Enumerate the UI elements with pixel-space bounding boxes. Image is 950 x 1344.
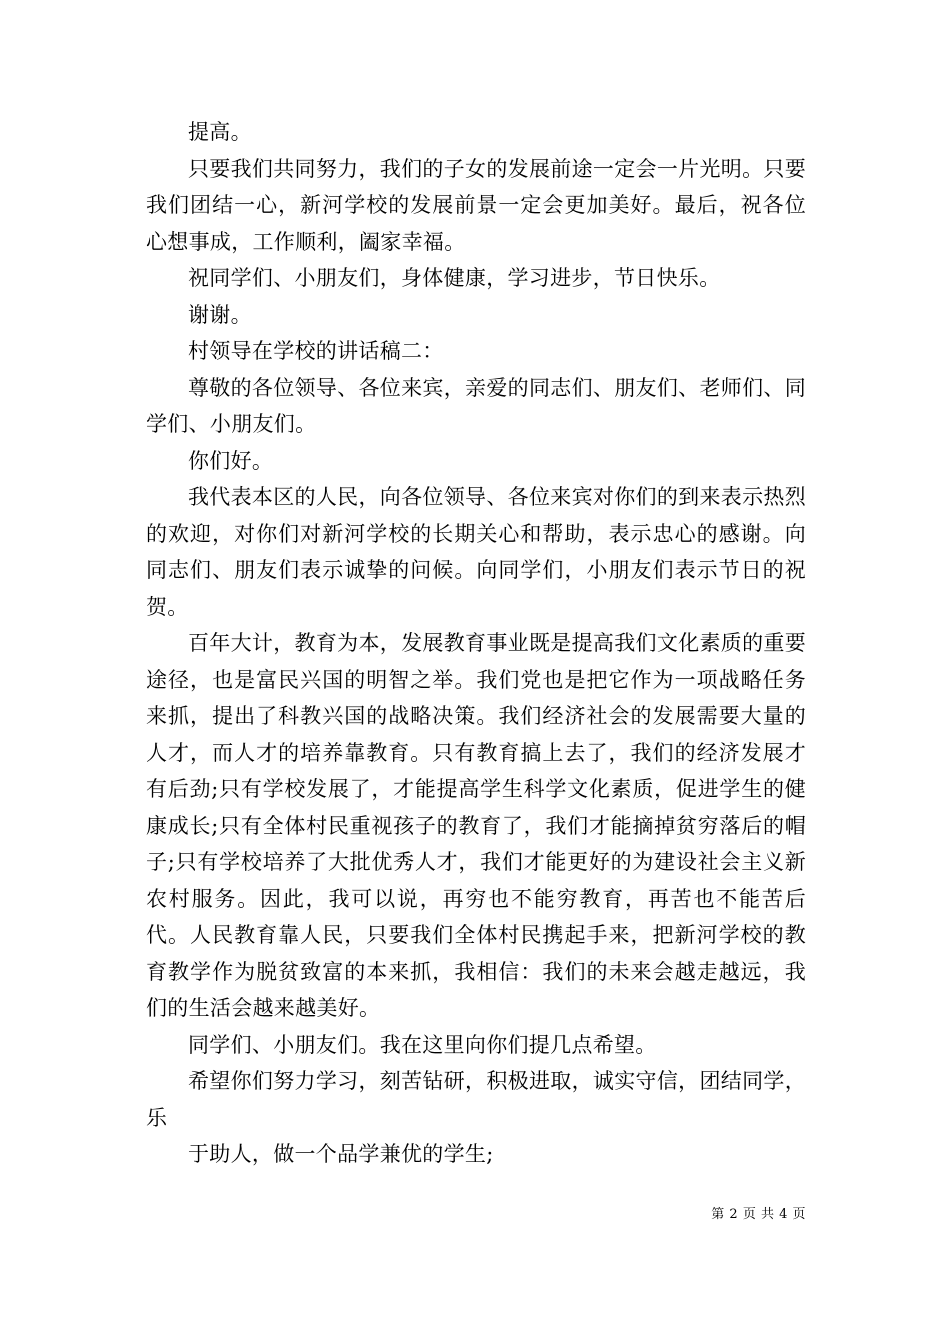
page-number-footer: 第 2 页 共 4 页	[711, 1207, 806, 1222]
document-body	[146, 114, 806, 1173]
paragraph: 我代表本区的人民，向各位领导、各位来宾对你们的到来表示热烈的欢迎，对你们对新河学校的长期关心和帮助，表示忠心的感谢。向同志们、朋友们表示诚挚的问候。向同学们，小朋友们表示节日的祝贺。	[146, 485, 806, 619]
paragraph: 你们好。	[188, 448, 274, 473]
paragraph: 希望你们努力学习，刻苦钻研，积极进取，诚实守信，团结同学，乐	[146, 1069, 806, 1130]
paragraph: 提高。	[188, 120, 252, 144]
paragraph: 百年大计，教育为本，发展教育事业既是提高我们文化素质的重要途径，也是富民兴国的明智之举。我们党也是把它作为一项战略任务来抓，提出了科教兴国的战略决策。我们经济社会的发展需要大量的人才，而人才的培养靠教育。只有教育搞上去了，我们的经济发展才有后劲;只有学校发展了，才能提高学生科学文化素质，促进学生的健康成长;只有全体村民重视孩子的教育了，我们才能摘掉贫穷落后的帽子;只有学校培养了大批优秀人才，我们才能更好的为建设社会主义新农村服务。因此，我可以说，再穷也不能穷教育，再苦也不能苦后代。人民教育靠人民，只要我们全体村民携起手来，把新河学校的教育教学作为脱贫致富的本来抓，我相信：我们的未来会越走越远，我们的生活会越来越美好。	[146, 631, 806, 1020]
paragraph: 只要我们共同努力，我们的子女的发展前途一定会一片光明。只要我们团结一心，新河学校的发展前景一定会更加美好。最后，祝各位心想事成，工作顺利，阖家幸福。	[146, 156, 806, 254]
paragraph: 祝同学们、小朋友们，身体健康，学习进步，节日快乐。	[188, 266, 721, 290]
paragraph: 谢谢。	[188, 302, 252, 327]
paragraph: 尊敬的各位领导、各位来宾，亲爱的同志们、朋友们、老师们、同学们、小朋友们。	[146, 375, 806, 436]
paragraph: 同学们、小朋友们。我在这里向你们提几点希望。	[188, 1032, 657, 1057]
paragraph: 于助人，做一个品学兼优的学生;	[188, 1142, 494, 1166]
section-heading: 村领导在学校的讲话稿二：	[188, 339, 444, 363]
